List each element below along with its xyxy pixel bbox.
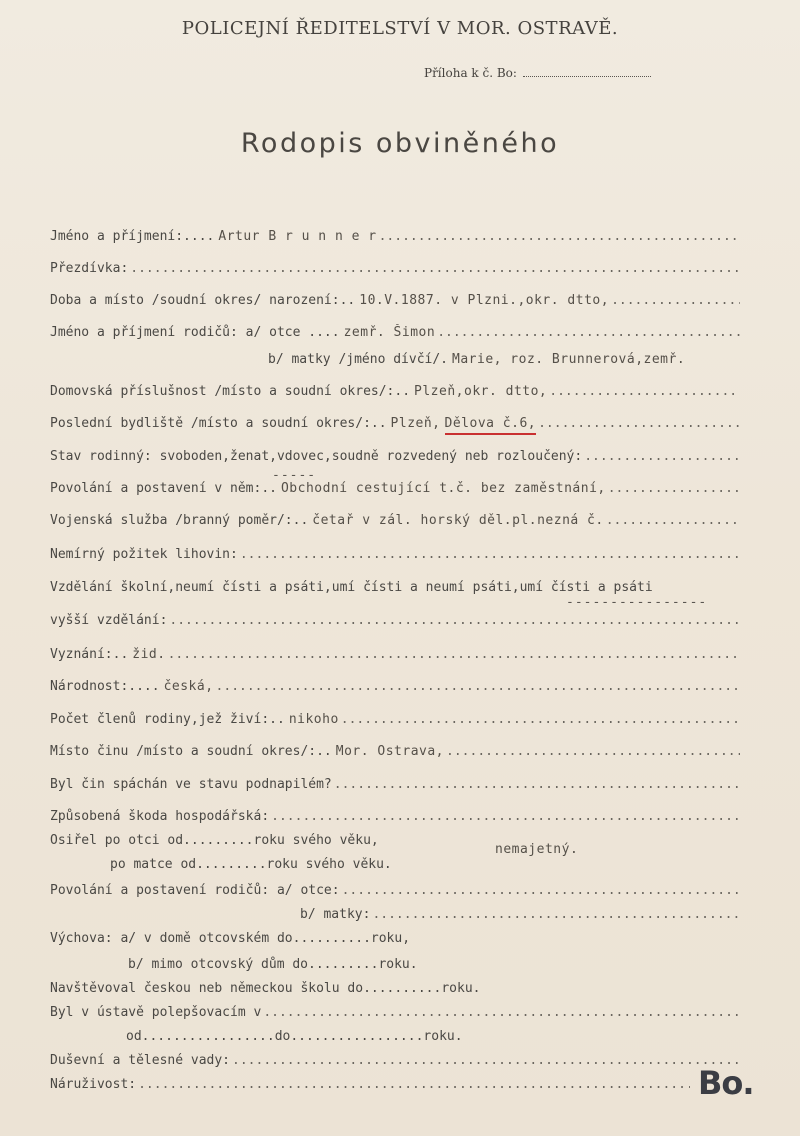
dot-leader [334, 776, 740, 794]
field-value-street: Dělova č.6, [445, 415, 537, 435]
field-label: Duševní a tělesné vady: [50, 1053, 231, 1068]
bo-stamp: Bo. [698, 1064, 754, 1102]
field-bydliste [50, 415, 740, 435]
dot-leader [372, 906, 740, 924]
authority-heading: POLICEJNÍ ŘEDITELSTVÍ V MOR. OSTRAVĚ. [181, 18, 619, 39]
dot-leader [606, 512, 740, 530]
field-ustav-od [126, 1028, 740, 1046]
field-vychova-a [50, 930, 740, 948]
field-prezdivka [50, 260, 740, 278]
dot-leader [232, 1052, 740, 1070]
field-value: Plzeň,okr. dtto, [414, 384, 548, 399]
dot-leader [130, 260, 740, 278]
dot-leader [169, 612, 740, 630]
field-label: Domovská příslušnost /místo a soudní okres/:.. [50, 384, 411, 399]
field-value: zemř. Šimon [343, 325, 436, 340]
field-label: Způsobená škoda hospodářská: [50, 809, 270, 824]
dot-leader [608, 480, 740, 498]
majetek-note: nemajetný. [495, 842, 579, 857]
priloha-line [424, 66, 651, 80]
field-label: vyšší vzdělání: [50, 613, 168, 628]
field-rodice-matka [268, 351, 768, 369]
field-label: Nemírný požitek lihovin: [50, 547, 238, 562]
dot-leader [446, 743, 740, 761]
field-value: Artur B r u n n e r [218, 229, 377, 244]
field-value: žid. [132, 647, 166, 662]
field-label: Byl čin spáchán ve stavu podnapilém? [50, 777, 332, 792]
dot-leader [549, 383, 740, 401]
dot-leader [379, 228, 740, 246]
field-povolani-rodicu-matka [300, 906, 740, 924]
field-ustav [50, 1004, 740, 1022]
field-value: Mor. Ostrava, [335, 744, 445, 759]
field-label: Stav rodinný: svoboden,ženat,vdovec,soudně rozvedený neb rozloučený: [50, 449, 583, 464]
field-value: nikoho [288, 712, 339, 727]
field-label: Vzdělání školní,neumí čísti a psáti,umí čísti a neumí psáti,umí čísti a psáti [50, 580, 653, 595]
field-value: česká, [163, 679, 214, 694]
priloha-label: Příloha k č. Bo: [424, 66, 517, 80]
dot-leader [611, 292, 740, 310]
dot-leader [138, 1076, 690, 1094]
field-povolani [50, 480, 740, 498]
field-label: Doba a místo /soudní okres/ narození:.. [50, 293, 356, 308]
field-jmeno [50, 228, 740, 246]
field-label: Přezdívka: [50, 261, 129, 276]
field-label: Jméno a příjmení rodičů: a/ otce .... [50, 325, 340, 340]
field-skoda [50, 808, 740, 826]
field-stav [50, 448, 740, 466]
field-vyznani [50, 646, 740, 664]
field-osirel-otec [50, 832, 740, 850]
field-label: Vojenská služba /branný poměr/:.. [50, 513, 309, 528]
dot-leader [584, 448, 740, 466]
field-naruzivost [50, 1076, 690, 1094]
vzdelani-mark: ---------------- [566, 595, 708, 610]
field-value: četař v zál. horský děl.pl.nezná č. [312, 513, 604, 528]
dot-leader [271, 808, 740, 826]
field-label: Povolání a postavení rodičů: a/ otce: [50, 883, 340, 898]
field-value: 10.V.1887. v Plzni.,okr. dtto, [359, 293, 610, 308]
field-label: Osiřel po otci od.........roku svého věku, [50, 833, 379, 848]
field-label: Povolání a postavení v něm:.. [50, 481, 277, 496]
field-narozeni [50, 292, 740, 310]
field-label: Místo činu /místo a soudní okres/:.. [50, 744, 332, 759]
field-podnapilem [50, 776, 740, 794]
dot-leader [538, 415, 740, 433]
field-clenove [50, 711, 740, 729]
field-label: b/ matky /jméno dívčí/. [268, 352, 449, 367]
field-label: b/ mimo otcovský dům do.........roku. [128, 957, 418, 972]
field-vyssi [50, 612, 740, 630]
field-vychova-b [128, 956, 740, 974]
dot-leader [240, 546, 740, 564]
field-label: Počet členů rodiny,jež živí:.. [50, 712, 285, 727]
field-povolani-rodicu-otec [50, 882, 740, 900]
field-vady [50, 1052, 740, 1070]
dot-leader [437, 324, 740, 342]
dot-leader [216, 678, 740, 696]
document-title: Rodopis obviněného [240, 128, 560, 159]
field-value-city: Plzeň, [390, 416, 441, 431]
field-skola [50, 980, 740, 998]
priloha-blank [523, 66, 651, 77]
field-vojenska [50, 512, 740, 530]
field-label: Poslední bydliště /místo a soudní okres/:.. [50, 416, 387, 431]
field-value: Obchodní cestující t.č. bez zaměstnání, [280, 481, 606, 496]
field-label: b/ matky: [300, 907, 371, 922]
field-narodnost [50, 678, 740, 696]
field-osirel-matka [110, 856, 740, 874]
field-value: Marie, roz. Brunnerová,zemř. [452, 352, 686, 367]
field-label: po matce od.........roku svého věku. [110, 857, 392, 872]
field-rodice-otec [50, 324, 740, 342]
field-misto-cinu [50, 743, 740, 761]
field-label: Národnost:.... [50, 679, 160, 694]
field-label: od.................do.................roku. [126, 1029, 463, 1044]
field-label: Byl v ústavě polepšovacím v [50, 1005, 262, 1020]
field-label: Výchova: a/ v domě otcovském do..........roku, [50, 931, 411, 946]
field-label: Vyznání:.. [50, 647, 129, 662]
dot-leader [341, 711, 740, 729]
dot-leader [168, 646, 740, 664]
field-label: Náruživost: [50, 1077, 137, 1092]
field-lihoviny [50, 546, 740, 564]
field-label: Navštěvoval českou neb německou školu do..........roku. [50, 981, 481, 996]
dot-leader [263, 1004, 740, 1022]
field-label: Jméno a příjmení:.... [50, 229, 215, 244]
dot-leader [342, 882, 740, 900]
field-domovska [50, 383, 740, 401]
povolani-mark: ----- [272, 468, 317, 483]
